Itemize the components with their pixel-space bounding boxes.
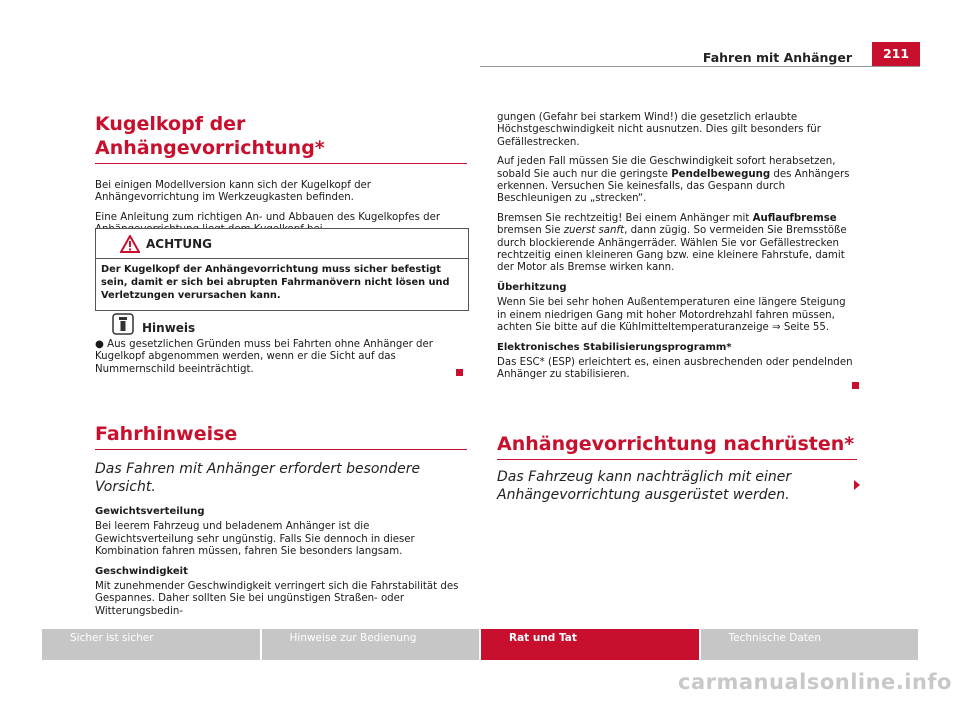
- section-title-kugelkopf: Kugelkopf der Anhängevorrichtung*: [95, 112, 467, 164]
- paragraph: Mit zunehmender Geschwindigkeit verringert sich die Fahrstabilität des Gespannes. Daher sollten Sie bei ungünstigen Straßen- oder Witterungsbedin-: [95, 581, 459, 617]
- right-column: [497, 112, 857, 382]
- right-column-lower: [497, 432, 857, 504]
- warning-box: [95, 228, 469, 311]
- continue-arrow-icon: [854, 480, 860, 490]
- footer-tab-bedienung[interactable]: Hinweise zur Bedienung: [262, 629, 480, 660]
- paragraph: Eine Anleitung zum richtigen An- und Abbauen des Kugelkopfes der: [95, 211, 441, 223]
- italic-term: zuerst sanft: [563, 225, 625, 237]
- section-title-fahrhinweise: Fahrhinweise: [95, 422, 467, 450]
- paragraph: Bei leerem Fahrzeug und beladenem Anhänger ist die Gewichtsverteilung sehr ungünstig. Falls Sie dennoch in dieser Kombination fahren müssen, fahren Sie besonders langsam.: [95, 521, 415, 558]
- subheading-esp: Elektronisches Stabilisierungsprogramm*: [497, 341, 732, 353]
- left-column: [95, 112, 467, 237]
- paragraph: Wenn Sie bei sehr hohen Außentemperaturen eine längere Steigung in einem niedrigen Gang mit hoher Motordrehzahl fahren müssen, achten Sie bitte auf die Kühlmitteltemperaturanzeige ⇒ Seite 55.: [497, 297, 846, 334]
- paragraph-pendelbewegung: Auf jeden Fall müssen Sie die Geschwindigkeit sofort herabsetzen, sobald Sie auch nur die geringste Pendelbewegung des Anhängers erkennen. Versuchen Sie keinesfalls, das Gespann durch Beschleunigen zu „strecken“.: [497, 156, 850, 205]
- subheading-ueberhitzung: Überhitzung: [497, 281, 567, 293]
- paragraph: Bei einigen Modellversion kann sich der Kugelkopf der Anhängevorrichtung im Werkzeugkasten befinden.: [95, 180, 371, 204]
- bold-term: Auflaufbremse: [752, 212, 837, 224]
- paragraph: gungen (Gefahr bei starkem Wind!) die gesetzlich erlaubte Höchstgeschwindigkeit nicht ausnutzen. Dies gilt besonders für Gefällestrecken.: [497, 112, 821, 148]
- warning-text: Der Kugelkopf der Anhängevorrichtung muss sicher befestigt sein, damit er sich bei abrupten Fahrmanövern nicht lösen und Verletzungen verursachen kann.: [101, 264, 450, 301]
- section-lead: Das Fahren mit Anhänger erfordert besondere Vorsicht.: [95, 461, 421, 495]
- paragraph: Das ESC* (ESP) erleichtert es, einen ausbrechenden oder pendelnden Anhänger zu stabilisieren.: [497, 356, 853, 381]
- header-rule: [480, 66, 920, 67]
- section-title-nachruesten: Anhängevorrichtung nachrüsten*: [497, 432, 857, 460]
- paragraph-bremsen: Bremsen Sie rechtzeitig! Bei einem Anhänger mit Auflaufbremse bremsen Sie zuerst sanft, dann zügig. So vermeiden Sie Bremsstöße durch blockierende Anhängerräder. Wählen Sie vor Gefällestrecken rechtzeitig einen kleineren Gang bzw. eine kleinere Fahrstufe, damit der Motor als Bremse wirken kann.: [497, 212, 847, 274]
- left-column-lower: [95, 422, 467, 618]
- warning-triangle-icon: [120, 235, 140, 253]
- section-end-marker: [456, 369, 463, 376]
- section-end-marker: [852, 382, 859, 389]
- subheading-gewichtsverteilung: Gewichtsverteilung: [95, 506, 205, 517]
- running-header: Fahren mit Anhänger: [702, 50, 852, 65]
- section-lead: Das Fahrzeug kann nachträglich mit einer Anhängevorrichtung ausgerüstet werden.: [497, 469, 792, 503]
- footer-tab-technische-daten[interactable]: Technische Daten: [701, 629, 919, 660]
- note-title: Hinweis: [142, 321, 196, 335]
- watermark: carmanualsonline.info: [678, 670, 952, 694]
- note-text: ● Aus gesetzlichen Gründen muss bei Fahrten ohne Anhänger der Kugelkopf abgenommen werden, wenn er die Sicht auf das Nummernschild beeinträchtigt.: [95, 339, 433, 375]
- warning-title: ACHTUNG: [146, 237, 212, 251]
- footer-tab-rat-und-tat[interactable]: Rat und Tat: [481, 629, 699, 660]
- subheading-geschwindigkeit: Geschwindigkeit: [95, 565, 188, 577]
- footer-tab-sicher[interactable]: Sicher ist sicher: [42, 629, 260, 660]
- footer-nav: [42, 629, 918, 660]
- bold-term: Pendelbewegung: [671, 168, 771, 180]
- note-icon: [112, 313, 134, 335]
- page-number: 211: [872, 42, 920, 66]
